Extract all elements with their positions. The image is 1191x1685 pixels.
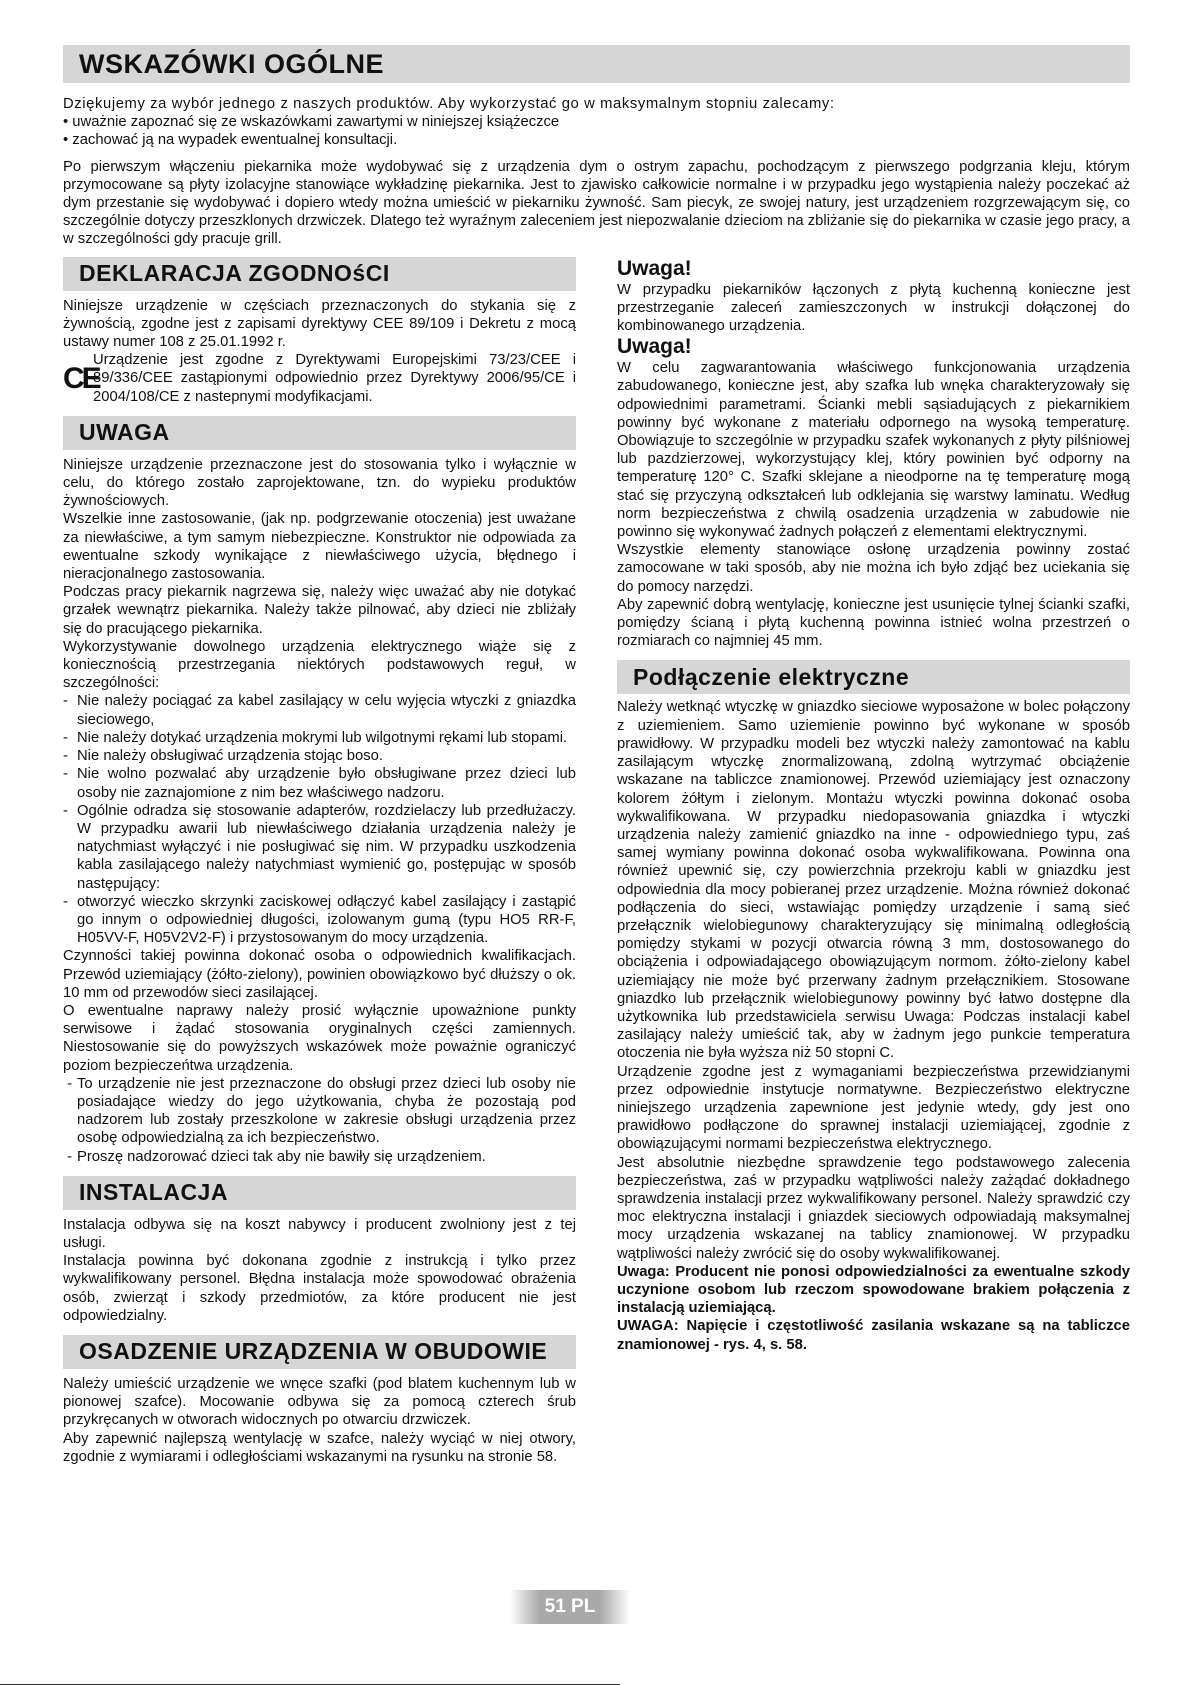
list-item: - Nie wolno pozwalać aby urządzenie było obsługiwane przez dzieci lub osoby nie zaznajomione z nim bez właściwego nadzoru. [63,766,576,801]
intro-bullet-1: • uważnie zapoznać się ze wskazówkami zawartymi w niniejszej książeczce [63,114,560,131]
list-item: - Ogólnie odradza się stosowanie adapterów, rozdzielaczy lub przedłużaczy. W przypadku awarii lub niewłaściwego działania urządzenia należy je natychmiast wyłączyć i nie posługiwać się nim. W przypadku uszkodzenia kabla zasilającego należy natychmiast wymienić go, postępując w sposób następujący: [63,802,576,892]
list-item: - Nie należy dotykać urządzenia mokrymi lub wilgotnymi rękami lub stopami. [63,729,568,746]
uwaga-note-2-paragraph-2: Wszystkie elementy stanowiące osłonę urządzenia powinny zostać zamocowane w taki sposób, aby nie można ich było zdjąć bez uciekania się do pomocy narzędzi. [617,542,1130,595]
intro-section [63,95,1130,249]
uwaga-paragraph-1: Niniejsze urządzenie przeznaczone jest do stosowania tylko i wyłącznie w celu, do którego zostało zaprojektowane, tzn. do wypieku produktów żywnościowych. [63,456,576,510]
left-column [63,257,576,1466]
uwaga-note-1: W przypadku piekarników łączonych z płytą kuchenną konieczne jest przestrzeganie zaleceń zamieszczonych w instrukcji dołączonej do kombinowanego urządzenia. [617,281,1130,335]
uwaga-note-2-paragraph-3: Aby zapewnić dobrą wentylację, konieczne jest usunięcie tylnej ścianki szafki, pomiędzy ścianą i płytą kuchenną powinna istnieć wolna przestrzeń o rozmiarach co najmniej 45 mm. [617,596,1130,650]
list-item: - To urządzenie nie jest przeznaczone do obsługi przez dzieci lub osoby nie posiadające wiedzy do jego użytkowania, chyba że pozostają pod nadzorem lub zostały przeszkolone w zakresie obsługi urządzenia przez osobę odpowiedzialną za ich bezpieczeństwo. [63,1075,576,1147]
main-heading: WSKAZÓWKI OGÓLNE [63,45,1130,83]
uwaga-paragraph-3: Podczas pracy piekarnik nagrzewa się, należy więc uważać aby nie dotykać grzałek wewnątrz piekarnika. Należy także pilnować, aby dzieci nie zbliżały się do pracującego piekarnika. [63,584,576,637]
deklaracja-heading: DEKLARACJA ZGODNOśCI [63,257,576,291]
uwaga-paragraph-2: Wszelkie inne zastosowanie, (jak np. podgrzewanie otoczenia) jest uważane za niewłaściwe, a tym samym niebezpieczne. Konstruktor nie odpowiada za ewentualne szkody wynikające z niewłaściwego użycia, błędnego i nieracjonalnego zastosowania. [63,511,576,583]
podlaczenie-paragraph-3: Jest absolutnie niezbędne sprawdzenie tego podstawowego zalecenia bezpieczeństwa, zaś w przypadku wątpliwości należy zażądać dokładnego sprawdzenia instalacji przez wykwalifikowany personel. Należy sprawdzić czy moc elektryczna instalacji i gniazdek sieciowych odpowiadają maksymalnej mocy urządzenia wskazanej na tablicy znamionowej. W przypadku wątpliwości należy zwrócić się do osoby wykwalifikowanej. [617,1154,1130,1262]
intro-paragraph: Po pierwszym włączeniu piekarnika może wydobywać się z urządzenia dym o ostrym zapachu, pochodzącym z pierwszego podgrzania kleju, którym przymocowane są płyty izolacyjne stanowiące wykładzinę piekarnika. Jest to zjawisko całkowicie normalne i w przypadku jego wystąpienia należy poczekać aż dym przestanie się wydobywać i dopiero wtedy można umieścić w piekarniku żywność. Sam piecyk, ze swojej natury, jest urządzeniem rozgrzewającym się, co szczególnie dotyczy przeszklonych drzwiczek. Dlatego też wyraźnym zaleceniem jest niepozwalanie dzieciom na zbliżanie się do piekarnika w czasie jego pracy, a w szczególności gdy pracuje grill. [63,158,1130,248]
osadzenie-paragraph-2: Aby zapewnić najlepszą wentylację w szafce, należy wyciąć w niej otwory, zgodnie z wymiarami i odległościami wskazanymi na rysunku na stronie 58. [63,1430,576,1465]
podlaczenie-warning-1: Uwaga: Producent nie ponosi odpowiedzialności za ewentualne szkody uczynione osobom lub rzeczom spowodowane brakiem połączenia z instalacją uziemiającą. [617,1263,1130,1317]
osadzenie-heading: OSADZENIE URZĄDZENIA W OBUDOWIE [63,1335,576,1369]
ce-text: Urządzenie jest zgodne z Dyrektywami Europejskimi 73/23/CEE i 89/336/CEE zastąpionymi odpowiednio przez Dyrektywy 2006/95/CE i 2004/108/CE z nastepnymi modyfikacjami. [93,352,576,405]
uwaga-title-2: Uwaga! [617,335,692,359]
list-item: - Nie należy pociągać za kabel zasilający w celu wyjęcia wtyczki z gniazdka sieciowego, [63,693,576,728]
podlaczenie-heading: Podłączenie elektryczne [617,660,1130,694]
uwaga-title-1: Uwaga! [617,256,692,280]
list-item: - Nie należy obsługiwać urządzenia stojąc boso. [63,748,383,765]
podlaczenie-paragraph-2: Urządzenie zgodne jest z wymaganiami bezpieczeństwa przewidzianymi przez odpowiednie instytucje normatywne. Bezpieczeństwo elektryczne niniejszego urządzenia zapewnione jest jedynie wtedy, gdy jest ono prawidłowo podłączone do sprawnej instalacji uziemiającej, zgodnie z obowiązującymi normami bezpieczeństwa elektrycznego. [617,1063,1130,1153]
uwaga-paragraph-4: Wykorzystywanie dowolnego urządzenia elektrycznego wiąże się z koniecznością przestrzegania niektórych podstawowych reguł, w szczególności: [63,638,576,692]
list-item: - Proszę nadzorować dzieci tak aby nie bawiły się urządzeniem. [63,1148,486,1165]
uwaga-heading: UWAGA [63,416,576,450]
intro-bullet-2: • zachować ją na wypadek ewentualnej konsultacji. [63,132,398,149]
intro-line: Dziękujemy za wybór jednego z naszych produktów. Aby wykorzystać go w maksymalnym stopniu zalecamy: [63,96,835,112]
instalacja-paragraph-1: Instalacja odbywa się na koszt nabywcy i producent zwolniony jest z tej usługi. [63,1216,576,1251]
uwaga-paragraph-5: Czynności takiej powinna dokonać osoba o odpowiednich kwalifikacjach. Przewód uziemiający (żółto-zielony), powinien obowiązkowo być dłuższy o ok. 10 mm od przewodów sieci zasilającej. [63,948,576,1001]
instalacja-paragraph-2: Instalacja powinna być dokonana zgodnie z instrukcją i tylko przez wykwalifikowany personel. Błędna instalacja może spowodować obrażenia osób, zwierząt i szkody przedmiotów, za które producent nie jest odpowiedzialny. [63,1253,576,1324]
page-number: 51 PL [510,1590,630,1624]
uwaga-paragraph-6: O ewentualne naprawy należy prosić wyłącznie upoważnione punkty serwisowe i żądać stosowania oryginalnych części zamiennych. Niestosowanie się do powyższych wskazówek może poważnie ograniczyć poziom bezpieczeńtwa urządzenia. [63,1002,576,1074]
osadzenie-paragraph-1: Należy umieścić urządzenie we wnęce szafki (pod blatem kuchennym lub w pionowej szafce). Mocowanie odbywa się za pomocą czterech śrub przykręcanych w otworach widocznych po otwarciu drzwiczek. [63,1375,576,1429]
uwaga-note-2-paragraph-1: W celu zagwarantowania właściwego funkcjonowania urządzenia zabudowanego, konieczne jest, aby szafka lub wnęka charakteryzowały się odpowiednimi parametrami. Ścianki mebli sąsiadujących z piekarnikiem powinny być wykonane z materiału odpornego na wysoką temperaturę. Obowiązuje to szczególnie w przypadku szafek wykonanych z płyty pilśniowej lub pazdzierzowej, wykorzystujący klej, który powinien być odporny na temperaturę 120° C. Szafki sklejane a nieodporne na tę temperaturę mogą stać się przyczyną odkształceń lub odklejania się warstwy laminatu. Według norm bezpieczeństwa z chwilą osadzenia urządzenia w zabudowie nie powinno się wykonywać żadnych połączeń z elementami elektrycznymi. [617,360,1130,541]
deklaracja-paragraph: Niniejsze urządzenie w częściach przeznaczonych do stykania się z żywnością, zgodne jest z zapisami dyrektywy CEE 89/109 i Dekretu z mocą ustawy numer 108 z 25.01.1992 r. [63,297,576,351]
ce-declaration [63,351,576,406]
right-column [617,257,1130,1466]
podlaczenie-paragraph-1: Należy wetknąć wtyczkę w gniazdko sieciowe wyposażone w bolec połączony z uziemieniem. Samo uziemienie powinno być wykonane w sposób prawidłowy. W przypadku modeli bez wtyczki należy zamontować na kablu zasilającym wtyczkę znormalizowaną, zdolną wytrzymać obciążenie wskazane na tabliczce znamionowej. Przewód uziemiający jest oznaczony kolorem żółtym i zielonym. Montażu wtyczki powinna dokonać osoba wykwalifikowana. W przypadku niedopasowania gniazdka i wtyczki urządzenia należy zamienić gniazdko na inne - odpowiedniego typu, zaś samej wymiany powinna dokonać osoba wykwalifikowana. Powinna ona również upewnić się, czy powierzchnia przekroju kabli w gniazdku jest odpowiednia dla mocy pobieranej przez urządzenie. Można również dokonać podłączenia do sieci, wstawiając pomiędzy urządzenie i samą sieć przełącznik wielobiegunowy charakteryzujący się minimalną odległością pomiędzy stykami w pozycji otwarcia równą 3 mm, dostosowanego do obciążenia i odpowiadającego obowiązującym normom. żółto-zielony kabel uziemiający nie może być przerwany żadnym przełącznikiem. Stosowane gniazdko lub przełącznik wielobiegunowy powinny być łatwo dostępne dla użytkownika lub przedstawiciela serwisu Uwaga: Podczas instalacji kabel zasilający należy umieścić tak, aby w żadnym jego punkcie temperatura otoczenia nie była wyższa niż 50 stopni C. [617,699,1130,1062]
page-content [63,45,1130,1466]
list-item: - otworzyć wieczko skrzynki zaciskowej odłączyć kabel zasilający i zastąpić go innym o odpowiedniej długości, izolowanym gumą (typu HO5 RR-F, H05VV-F, H05V2V2-F) i przystosowanym do mocy urządzenia. [63,893,576,947]
ce-mark-icon: CE [63,361,99,395]
two-columns [63,257,1130,1466]
podlaczenie-warning-2: UWAGA: Napięcie i częstotliwość zasilania wskazane są na tabliczce znamionowej - rys. 4, s. 58. [617,1318,1130,1353]
instalacja-heading: INSTALACJA [63,1176,576,1210]
